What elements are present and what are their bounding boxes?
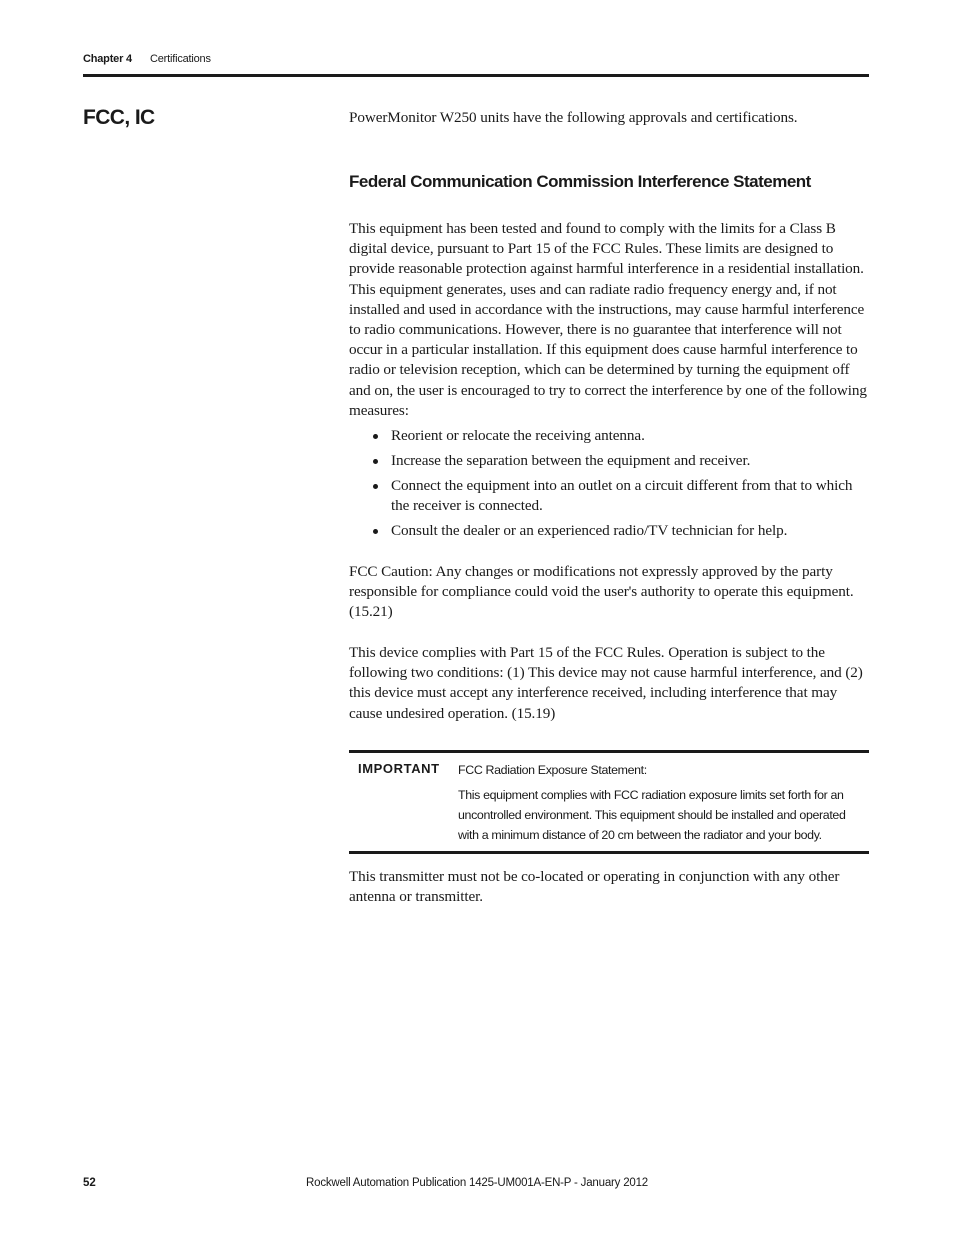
bullet-icon	[373, 434, 378, 439]
measures-list	[349, 426, 869, 546]
important-body	[458, 760, 868, 845]
list-item	[349, 476, 869, 516]
important-title: FCC Radiation Exposure Statement:	[458, 763, 647, 777]
interference-paragraph: This equipment has been tested and found to comply with the limits for a Class B digital device, pursuant to Part 15 of the FCC Rules. These limits are designed to provide reasonable protection against harmful interference in a residential installation. This equipment generates, uses and can radiate radio frequency energy and, if not installed and used in accordance with the instructions, may cause harmful interference to radio communications. However, there is no guarantee that interference will not occur in a particular installation. If this equipment does cause harmful interference to radio or television reception, which can be determined by turning the equipment off and on, the user is encouraged to try to correct the interference by one of the following measures:	[349, 220, 867, 419]
page-number: 52	[83, 1177, 96, 1189]
section-heading: FCC, IC	[83, 106, 155, 129]
important-callout	[349, 750, 869, 854]
chapter-label: Chapter 4	[83, 53, 132, 65]
header-rule	[83, 74, 869, 77]
list-item	[349, 521, 869, 541]
compliance-paragraph: This device complies with Part 15 of the FCC Rules. Operation is subject to the following two conditions: (1) This device may not cause harmful interference, and (2) this device must accept any interference received, including interference that may cause undesired operation. (15.19)	[349, 644, 863, 722]
list-item-text: Connect the equipment into an outlet on a circuit different from that to which the receiver is connected.	[391, 477, 853, 515]
list-item-text: Reorient or relocate the receiving antenna.	[391, 427, 645, 444]
bullet-icon	[373, 529, 378, 534]
bullet-icon	[373, 484, 378, 489]
transmitter-paragraph: This transmitter must not be co-located or operating in conjunction with any other antenna or transmitter.	[349, 868, 840, 906]
running-header	[83, 53, 211, 65]
list-item	[349, 451, 869, 471]
list-item	[349, 426, 869, 446]
list-item-text: Consult the dealer or an experienced radio/TV technician for help.	[391, 522, 788, 540]
bullet-icon	[373, 459, 378, 464]
list-item-text: Increase the separation between the equipment and receiver.	[391, 452, 751, 469]
fcc-caution-paragraph: FCC Caution: Any changes or modifications not expressly approved by the party responsible for compliance could void the user's authority to operate this equipment. (15.21)	[349, 563, 854, 621]
intro-paragraph: PowerMonitor W250 units have the following approvals and certifications.	[349, 109, 798, 126]
section-label: Certifications	[150, 53, 211, 65]
important-text: This equipment complies with FCC radiation exposure limits set forth for an uncontrolled environment. This equipment should be installed and operated with a minimum distance of 20 cm between the radiator and your body.	[458, 788, 846, 842]
subsection-heading: Federal Communication Commission Interference Statement	[349, 172, 811, 191]
important-label: IMPORTANT	[358, 761, 440, 776]
publication-footer: Rockwell Automation Publication 1425-UM001A-EN-P - January 2012	[306, 1177, 648, 1189]
